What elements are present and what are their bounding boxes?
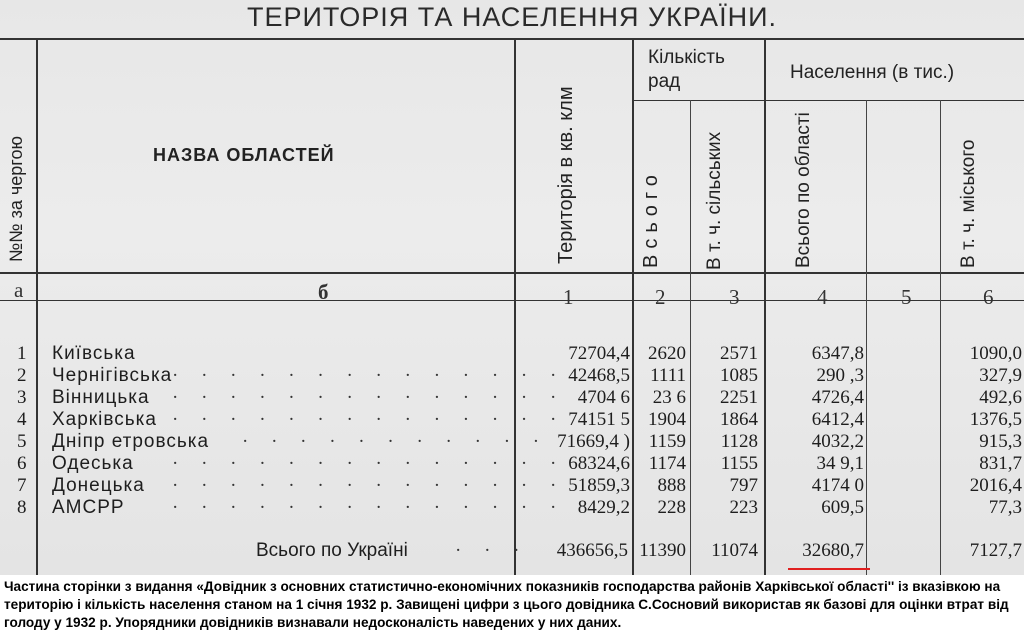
total-territory: 436656,5 [556, 540, 628, 561]
councils-rural-value: 1864 [720, 409, 758, 430]
pop-total-value: 34 9,1 [816, 453, 864, 474]
table-row [0, 365, 1024, 387]
header-bottom-rule [0, 272, 1024, 274]
leader-dots: · · · · · · · · · · · · · · [172, 365, 566, 386]
table-row [0, 475, 1024, 497]
row-index: 4 [17, 409, 27, 430]
leader-dots: · · · · · · · · · · · · · · [172, 409, 566, 430]
leader-dots: · · · [455, 540, 529, 561]
pop-urban-value: 327,9 [979, 365, 1022, 386]
councils-total-value: 2620 [648, 343, 686, 364]
territory-value: 51859,3 [568, 475, 630, 496]
header-councils: Кількість рад [648, 47, 725, 92]
col-number-6: 6 [983, 285, 994, 309]
councils-total-value: 1111 [650, 365, 686, 386]
pop-urban-value: 831,7 [979, 453, 1022, 474]
total-row [0, 540, 1024, 562]
table-row [0, 409, 1024, 431]
territory-value: 8429,2 [577, 497, 630, 518]
region-name: Вінницька [52, 387, 150, 408]
page-title: ТЕРИТОРІЯ ТА НАСЕЛЕННЯ УКРАЇНИ. [247, 2, 777, 32]
councils-total-value: 23 6 [652, 387, 686, 408]
table-top-rule [0, 38, 1024, 40]
header-territory: Територія в кв. клм [555, 86, 577, 264]
councils-total-value: 1159 [648, 431, 686, 452]
territory-value: 4704 6 [577, 387, 630, 408]
pop-urban-value: 77,3 [988, 497, 1022, 518]
total-label: Всього по Україні [256, 540, 408, 561]
row-index: 7 [17, 475, 27, 496]
pop-urban-value: 915,3 [979, 431, 1022, 452]
region-name: Дніпр етровська [52, 431, 210, 452]
col-number-3: 3 [729, 285, 740, 309]
total-population: 32680,7 [802, 540, 864, 561]
table-row [0, 497, 1024, 519]
row-index: 6 [17, 453, 27, 474]
territory-value: 42468,5 [568, 365, 630, 386]
total-urban: 7127,7 [969, 540, 1022, 561]
leader-dots: · · · · · · · · · · · · · · [172, 453, 566, 474]
header-num: №№ за чергою [6, 136, 26, 262]
pop-total-value: 4032,2 [811, 431, 864, 452]
leader-dots: · · · · · · · · · · · [242, 431, 549, 452]
table-row [0, 343, 1024, 365]
row-index: 8 [17, 497, 27, 518]
image-caption: Частина сторінки з видання «Довідник з основних статистично-економічних показників господарства районів Харківської області'' із вказівкою на територію і кількість населення станом на 1 січня 1932 р. Завищені цифри з цього довідника С.Сосновий використав як базові для оцінки втрат від голоду у 1932 р. Упорядники довідників визнавали недосконалість наведених у них даних. [4, 579, 1009, 630]
councils-rural-value: 797 [729, 475, 758, 496]
pop-urban-value: 492,6 [979, 387, 1022, 408]
col-letter-a: а [14, 278, 24, 302]
territory-value: 74151 5 [568, 409, 630, 430]
region-name: Чернігівська [52, 365, 173, 386]
col-number-1: 1 [563, 285, 574, 309]
pop-total-value: 6412,4 [811, 409, 864, 430]
pop-total-value: 4726,4 [811, 387, 864, 408]
col-number-4: 4 [817, 285, 828, 309]
col-letter-b: б [318, 280, 329, 304]
pop-urban-value: 1376,5 [969, 409, 1022, 430]
region-name: Одеська [52, 453, 134, 474]
table-row [0, 431, 1024, 453]
territory-value: 71669,4 ) [557, 431, 630, 452]
header-councils-rural: В т. ч. сільських [704, 131, 725, 270]
table-row [0, 387, 1024, 409]
councils-total-value: 228 [657, 497, 686, 518]
leader-dots: · · · · · · · · · · · · · · [172, 387, 566, 408]
colnum-rule [0, 300, 1024, 301]
pop-total-value: 609,5 [821, 497, 864, 518]
total-councils: 11390 [639, 540, 686, 561]
leader-dots: · · · · · · · · · · · · · · [172, 497, 566, 518]
councils-total-value: 888 [657, 475, 686, 496]
row-index: 3 [17, 387, 27, 408]
header-pop-total: Всього по області [793, 112, 814, 268]
territory-value: 68324,6 [568, 453, 630, 474]
councils-total-value: 1904 [648, 409, 686, 430]
col-number-2: 2 [655, 285, 666, 309]
pop-total-value: 290 ,3 [816, 365, 864, 386]
row-index: 1 [17, 343, 27, 364]
header-population: Населення (в тис.) [790, 62, 955, 83]
pop-urban-value: 1090,0 [969, 343, 1022, 364]
councils-rural-value: 2251 [720, 387, 758, 408]
region-name: АМСРР [52, 497, 125, 518]
header-councils-total: Всього [640, 169, 662, 268]
row-index: 2 [17, 365, 27, 386]
pop-total-value: 6347,8 [811, 343, 864, 364]
region-name: Донецька [52, 475, 145, 496]
region-name: Харківська [52, 409, 157, 430]
councils-rural-value: 1085 [720, 365, 758, 386]
row-index: 5 [17, 431, 27, 452]
total-councils-rural: 11074 [711, 540, 758, 561]
header-name: НАЗВА ОБЛАСТЕЙ [153, 145, 335, 165]
councils-rural-value: 2571 [720, 343, 758, 364]
territory-value: 72704,4 [568, 343, 630, 364]
councils-total-value: 1174 [648, 453, 686, 474]
councils-rural-value: 223 [729, 497, 758, 518]
pop-total-value: 4174 0 [811, 475, 864, 496]
councils-rural-value: 1128 [720, 431, 758, 452]
pop-urban-value: 2016,4 [969, 475, 1022, 496]
region-name: Київська [52, 343, 136, 364]
col-number-5: 5 [901, 285, 912, 309]
table-row [0, 453, 1024, 475]
header-pop-urban: В т. ч. міського [958, 139, 979, 268]
red-underline [788, 568, 870, 570]
councils-rural-value: 1155 [720, 453, 758, 474]
leader-dots: · · · · · · · · · · · · · · [172, 475, 566, 496]
